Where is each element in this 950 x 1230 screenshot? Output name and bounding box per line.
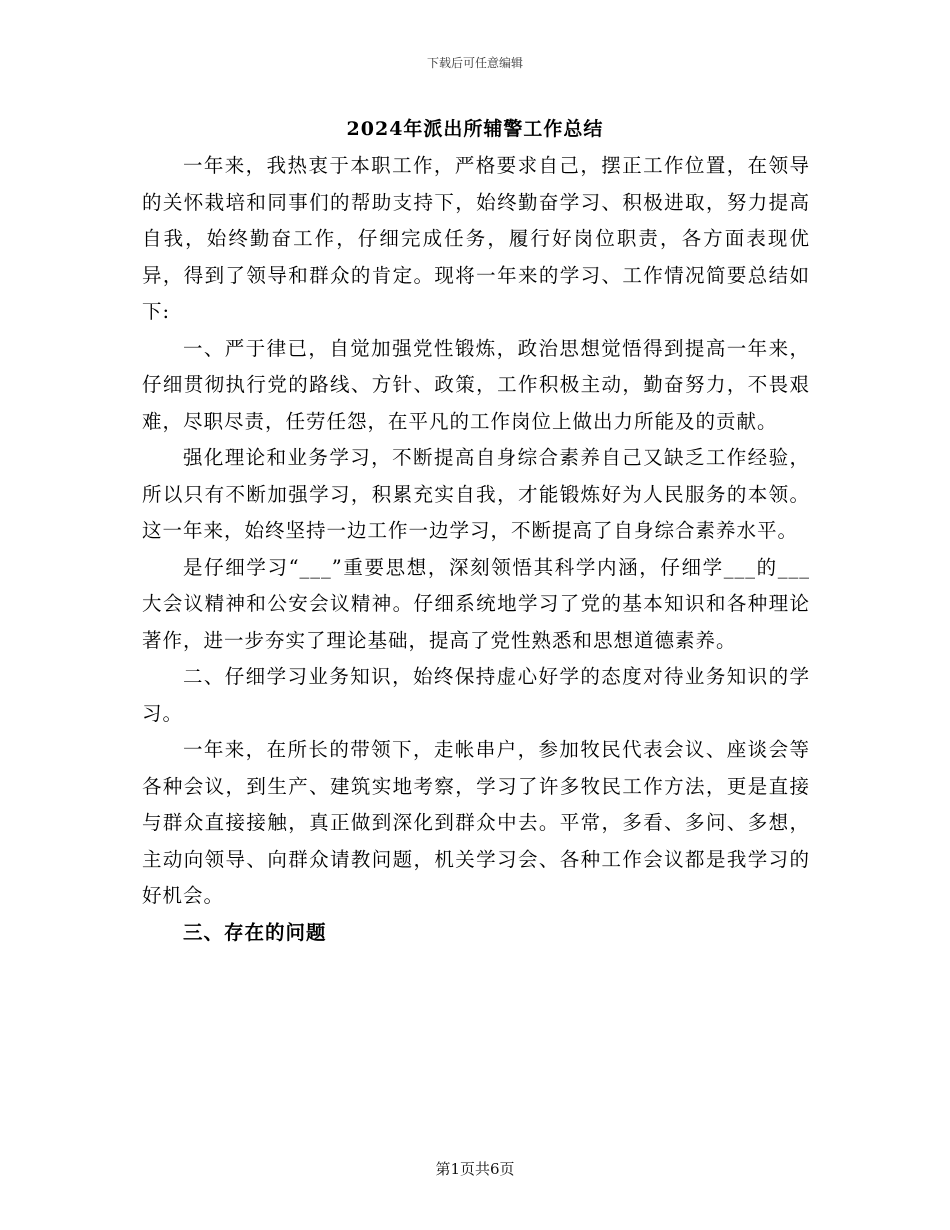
paragraph-field-work: 一年来，在所长的带领下，走帐串户，参加牧民代表会议、座谈会等各种会议，到生产、建筑实地考察，学习了许多牧民工作方法，更是直接与群众直接接触，真正做到深化到群众中去。平常，多看、多问、多想，主动向领导、向群众请教问题，机关学习会、各种工作会议都是我学习的好机会。 [142,738,810,907]
paragraph-theory-study: 强化理论和业务学习，不断提高自身综合素养自己又缺乏工作经验，所以只有不断加强学习，积累充实自我，才能锻炼好为人民服务的本领。这一年来，始终坚持一边工作一边学习，不断提高了自身综合素养水平。 [142,446,810,542]
paragraph-section-two: 二、仔细学习业务知识，始终保持虚心好学的态度对待业务知识的学习。 [142,665,810,725]
document-title: 2024年派出所辅警工作总结 [346,118,604,140]
paragraph-section-one: 一、严于律已，自觉加强党性锻炼，政治思想觉悟得到提高一年来，仔细贯彻执行党的路线、方针、政策，工作积极主动，勤奋努力，不畏艰难，尽职尽责，任劳任怨，在平凡的工作岗位上做出力所能及的贡献。 [142,336,810,433]
section-heading-problems: 三、存在的问题 [182,920,327,944]
page-footer: 第1页共6页 [435,1160,515,1178]
paragraph-intro: 一年来，我热衷于本职工作，严格要求自己，摆正工作位置，在领导的关怀栽培和同事们的帮助支持下，始终勤奋学习、积极进取，努力提高自我，始终勤奋工作，仔细完成任务，履行好岗位职责，各方面表现优异，得到了领导和群众的肯定。现将一年来的学习、工作情况简要总结如下: [142,154,810,323]
paragraph-thought-study: 是仔细学习“___”重要思想，深刻领悟其科学内涵，仔细学___的___大会议精神和公安会议精神。仔细系统地学习了党的基本知识和各种理论著作，进一步夯实了理论基础，提高了党性熟悉和思想道德素养。 [142,555,810,652]
page-header: 下载后可任意编辑 [426,56,523,70]
document-body [142,148,810,951]
